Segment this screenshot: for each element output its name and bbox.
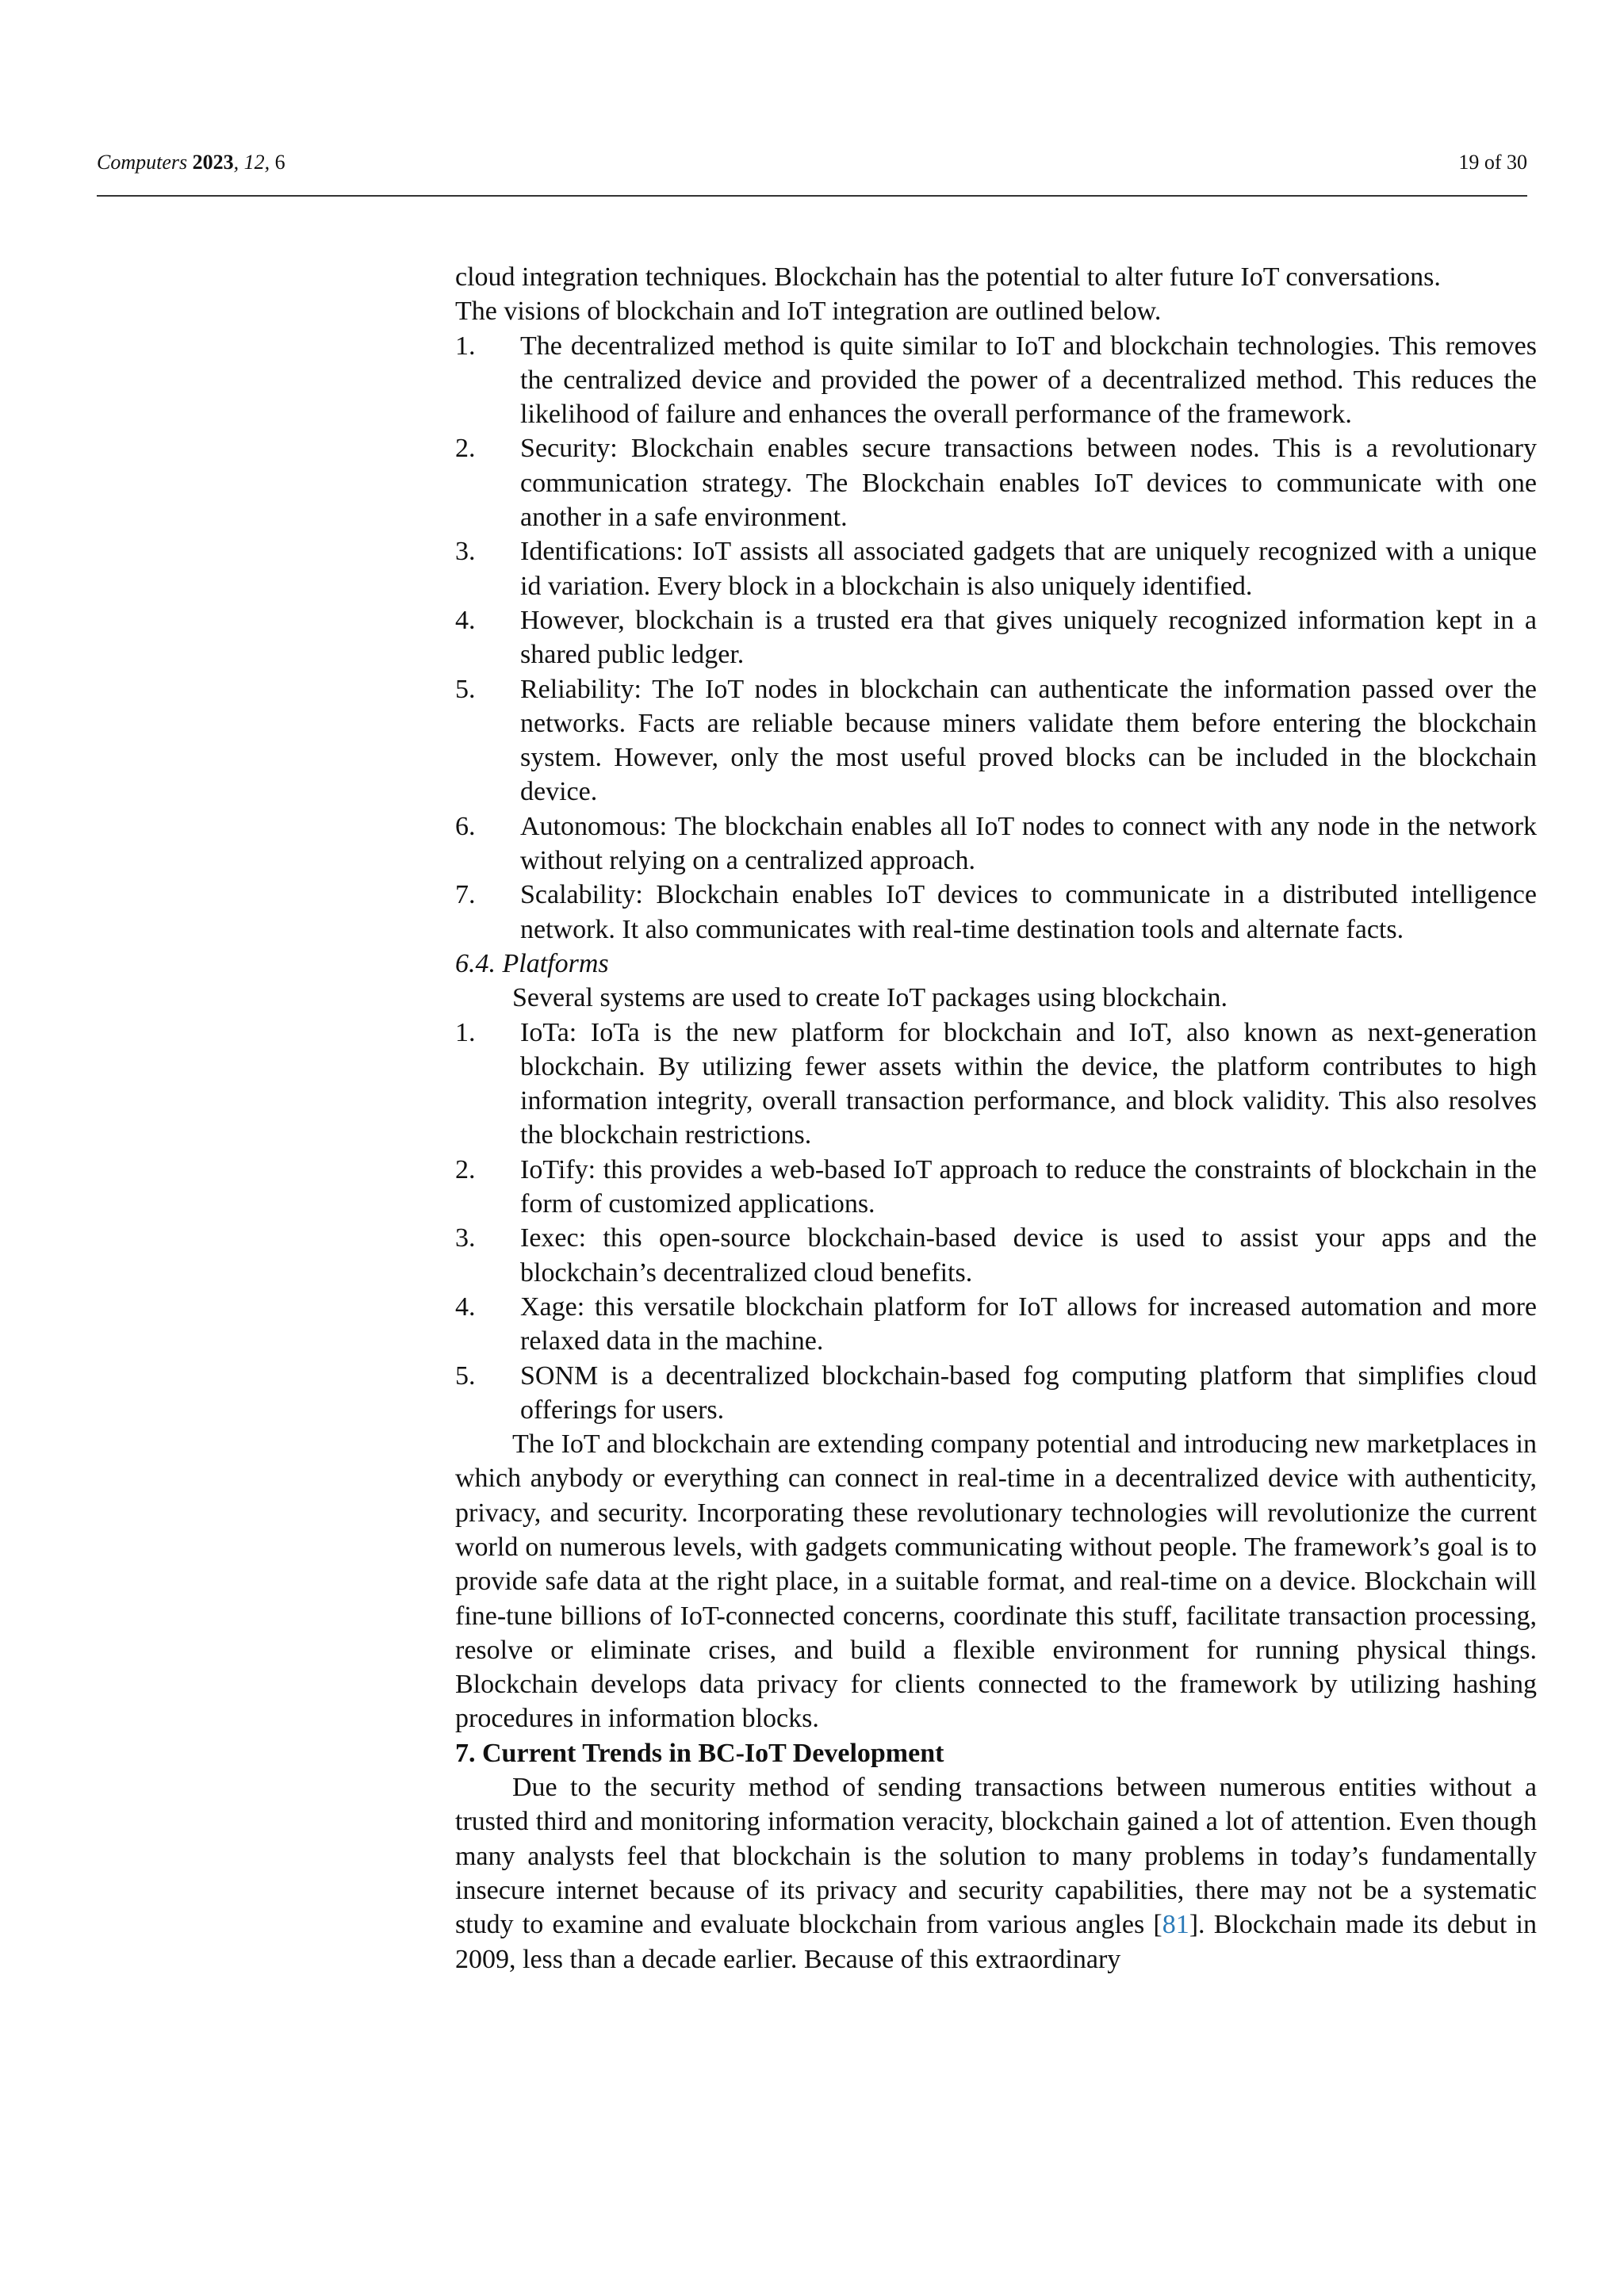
list-item: 5. SONM is a decentralized blockchain-based fog computing platform that simplifies cloud offerings for users. [455, 1360, 1537, 1425]
journal-citation: Computers 2023, 12, 6 [97, 151, 285, 174]
list-item: 3. Identifications: IoT assists all associated gadgets that are uniquely recognized with a unique id variation. Every block in a blockchain is also uniquely identified. [455, 537, 1537, 601]
platforms-list [455, 1016, 1537, 1428]
running-header [97, 151, 1527, 197]
platforms-closing-paragraph: The IoT and blockchain are extending company potential and introducing new marketplaces in which anybody or everything can connect in real-time in a decentralized device with authenticity, privacy, and security. Incorporating these revolutionary technologies will revolutionize the current world on numerous levels, with gadgets communicating without people. The framework’s goal is to provide safe data at the right place, in a suitable format, and real-time on a device. Blockchain will fine-tune billions of IoT-connected concerns, coordinate this stuff, facilitate transaction processing, resolve or eliminate crises, and build a flexible environment for running physical things. Blockchain develops data privacy for clients connected to the framework by utilizing hashing procedures in information blocks. [455, 1429, 1537, 1734]
intro-paragraph: cloud integration techniques. Blockchain has the potential to alter future IoT conversations. The visions of blockchain and IoT integration are outlined below. [455, 262, 1441, 327]
visions-list [455, 329, 1537, 947]
page-number: 19 of 30 [1458, 151, 1527, 174]
list-item: 6. Autonomous: The blockchain enables all IoT nodes to connect with any node in the network without relying on a centralized approach. [455, 811, 1537, 876]
list-item: 4. However, blockchain is a trusted era that gives uniquely recognized information kept in a shared public ledger. [455, 605, 1537, 670]
list-item: 5. Reliability: The IoT nodes in blockchain can authenticate the information passed over the networks. Facts are reliable because miners validate them before entering the blockchain system. However, only the most useful proved blocks can be included in the blockchain device. [455, 674, 1537, 807]
list-item: 1. IoTa: IoTa is the new platform for blockchain and IoT, also known as next-generation blockchain. By utilizing fewer assets within the device, the platform contributes to high information integrity, overall transaction performance, and block validity. This also resolves the blockchain restrictions. [455, 1017, 1537, 1150]
subsection-heading: 6.4. Platforms [455, 948, 609, 978]
list-item: 2. Security: Blockchain enables secure transactions between nodes. This is a revolutionary communication strategy. The Blockchain enables IoT devices to communicate with one another in a safe environment. [455, 434, 1537, 533]
section7-paragraph: Due to the security method of sending transactions between numerous entities without a trusted third and monitoring information veracity, blockchain gained a lot of attention. Even though many analysts feel that blockchain is the solution to many problems in today’s fundamentally insecure internet because of its privacy and security capabilities, there may not be a systematic study to examine and evaluate blockchain from various angles [81]. Blockchain made its debut in 2009, less than a decade earlier. Because of this extraordinary [455, 1773, 1537, 1974]
list-item: 4. Xage: this versatile blockchain platform for IoT allows for increased automation and more relaxed data in the machine. [455, 1292, 1537, 1357]
list-item: 1. The decentralized method is quite similar to IoT and blockchain technologies. This removes the centralized device and provided the power of a decentralized method. This reduces the likelihood of failure and enhances the overall performance of the framework. [455, 331, 1537, 430]
section-heading: 7. Current Trends in BC-IoT Development [455, 1738, 944, 1768]
list-item: 2. IoTify: this provides a web-based IoT approach to reduce the constraints of blockchain in the form of customized applications. [455, 1154, 1537, 1219]
citation-link[interactable]: 81 [1162, 1910, 1189, 1940]
list-item: 7. Scalability: Blockchain enables IoT devices to communicate in a distributed intelligence network. It also communicates with real-time destination tools and alternate facts. [455, 880, 1537, 944]
body-text [455, 260, 1537, 1976]
list-item: 3. Iexec: this open-source blockchain-based device is used to assist your apps and the blockchain’s decentralized cloud benefits. [455, 1223, 1537, 1288]
platforms-intro: Several systems are used to create IoT packages using blockchain. [512, 983, 1228, 1013]
